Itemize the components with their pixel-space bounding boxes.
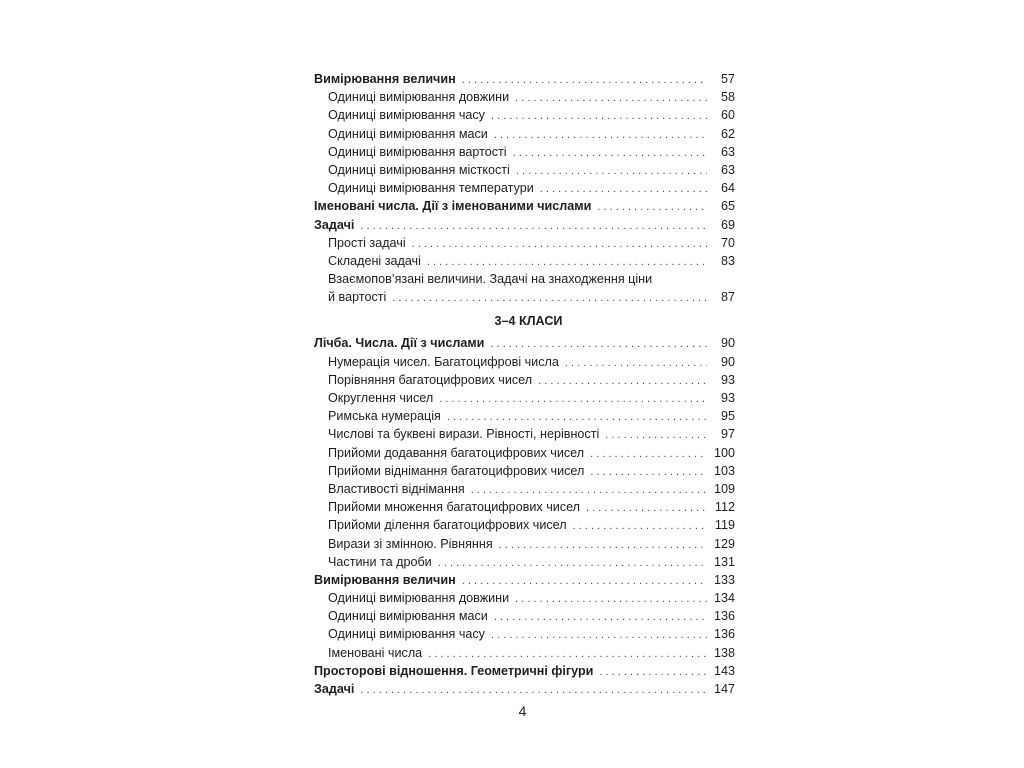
toc-entry[interactable] — [314, 371, 735, 389]
leader-dots — [516, 162, 707, 180]
leader-dots — [491, 626, 707, 644]
page-number: 4 — [518, 703, 527, 719]
toc-entry-page: 63 — [720, 162, 735, 177]
toc-entry-title: Числові та буквені вирази. Рівності, нерівності — [328, 427, 600, 442]
toc-entry-page: 109 — [713, 481, 735, 496]
toc-entry[interactable] — [314, 607, 735, 625]
leader-dots — [590, 445, 707, 463]
leader-dots — [515, 89, 707, 107]
leader-dots — [447, 408, 707, 426]
toc-entry-wrapped-line1 — [314, 270, 735, 288]
toc-entry-title: Іменовані числа. Дії з іменованими числами — [314, 199, 592, 214]
toc-entry[interactable] — [314, 143, 735, 161]
leader-dots — [565, 354, 707, 372]
toc-entry-page: 143 — [713, 663, 735, 678]
toc-entry-title: Властивості віднімання — [328, 481, 465, 496]
leader-dots — [586, 499, 707, 517]
toc-entry-title: Римська нумерація — [328, 409, 441, 424]
toc-entry-page: 90 — [720, 336, 735, 351]
toc-entry[interactable] — [314, 571, 735, 589]
toc-entry[interactable] — [314, 680, 735, 698]
leader-dots — [462, 71, 707, 89]
toc-entry-title: Одиниці вимірювання часу — [328, 108, 485, 123]
toc-entry[interactable] — [314, 425, 735, 443]
toc-entry-title: Прийоми ділення багатоцифрових чисел — [328, 518, 567, 533]
toc-entry-title: Взаємопов’язані величини. Задачі на знаходження ціни — [328, 272, 653, 287]
leader-dots — [494, 126, 707, 144]
toc-entry-page: 131 — [713, 554, 735, 569]
toc-entry[interactable] — [314, 407, 735, 425]
toc-entry-page: 62 — [720, 126, 735, 141]
leader-dots — [490, 335, 707, 353]
section-heading: 3–4 КЛАСИ — [494, 314, 563, 329]
toc-entry-title: Лічба. Числа. Дії з числами — [314, 336, 485, 351]
toc-entry-page: 83 — [720, 253, 735, 268]
toc-entry-page: 134 — [713, 591, 735, 606]
toc-entry[interactable] — [314, 334, 735, 352]
leader-dots — [590, 463, 707, 481]
toc-entry-page: 95 — [720, 409, 735, 424]
toc-entry[interactable] — [314, 252, 735, 270]
toc-entry-wrapped-line2[interactable] — [314, 288, 735, 306]
toc-part-1 — [314, 70, 735, 270]
toc-entry-title: Прийоми віднімання багатоцифрових чисел — [328, 463, 585, 478]
toc-entry[interactable] — [314, 444, 735, 462]
toc-entry[interactable] — [314, 389, 735, 407]
toc-entry[interactable] — [314, 589, 735, 607]
toc-entry-page: 93 — [720, 391, 735, 405]
toc-entry-page: 65 — [720, 199, 735, 214]
toc-entry-title: Іменовані числа — [328, 645, 423, 660]
toc-entry-title: Одиниці вимірювання маси — [328, 126, 488, 141]
toc-entry[interactable] — [314, 88, 735, 106]
toc-entry-title: Складені задачі — [328, 253, 421, 268]
toc-entry[interactable] — [314, 462, 735, 480]
toc-entry[interactable] — [314, 662, 735, 680]
leader-dots — [427, 253, 707, 271]
toc-entry-page: 58 — [720, 90, 735, 105]
leader-dots — [491, 107, 707, 125]
toc-entry-title: Вимірювання величин — [314, 572, 456, 587]
leader-dots — [538, 372, 707, 390]
toc-entry-page: 60 — [720, 108, 735, 123]
toc-entry-page: 87 — [720, 290, 735, 305]
toc-entry-page: 147 — [713, 682, 735, 696]
toc-entry-page: 133 — [713, 572, 735, 587]
toc-entry[interactable] — [314, 197, 735, 215]
toc-entry[interactable] — [314, 70, 735, 88]
toc-entry-page: 103 — [713, 463, 735, 478]
leader-dots — [412, 235, 707, 253]
leader-dots — [513, 144, 707, 162]
toc-entry-title: Вимірювання величин — [314, 72, 456, 86]
table-of-contents — [314, 70, 735, 698]
toc-entry-title: Одиниці вимірювання температури — [328, 181, 534, 196]
toc-entry-title: Нумерація чисел. Багатоцифрові числа — [328, 354, 559, 369]
toc-entry-title: Одиниці вимірювання місткості — [328, 162, 510, 177]
toc-entry-page: 136 — [713, 609, 735, 624]
toc-entry-page: 70 — [720, 235, 735, 250]
toc-entry-page: 93 — [720, 372, 735, 387]
toc-entry-page: 138 — [713, 645, 735, 660]
toc-entry[interactable] — [314, 480, 735, 498]
toc-entry[interactable] — [314, 553, 735, 571]
toc-entry[interactable] — [314, 498, 735, 516]
toc-entry[interactable] — [314, 516, 735, 534]
toc-entry-title: Задачі — [314, 682, 355, 696]
toc-entry-title: Просторові відношення. Геометричні фігури — [314, 663, 594, 678]
leader-dots — [515, 590, 707, 608]
toc-entry-title: Одиниці вимірювання часу — [328, 627, 485, 642]
leader-dots — [392, 289, 707, 307]
toc-entry[interactable] — [314, 216, 735, 234]
toc-entry[interactable] — [314, 106, 735, 124]
toc-entry-page: 129 — [713, 536, 735, 551]
toc-entry[interactable] — [314, 125, 735, 143]
toc-entry-title: Округлення чисел — [328, 391, 434, 405]
toc-entry[interactable] — [314, 644, 735, 662]
toc-entry-page: 136 — [713, 627, 735, 642]
toc-part-2 — [314, 334, 735, 698]
toc-entry-page: 63 — [720, 144, 735, 159]
toc-entry-page: 112 — [714, 500, 735, 515]
toc-entry[interactable] — [314, 161, 735, 179]
leader-dots — [499, 536, 707, 554]
toc-entry-page: 119 — [714, 518, 735, 533]
toc-entry-title: Частини та дроби — [328, 554, 432, 569]
toc-entry-page: 90 — [720, 354, 735, 369]
toc-entry-title: Одиниці вимірювання довжини — [328, 591, 510, 606]
leader-dots — [540, 180, 707, 198]
toc-entry[interactable] — [314, 535, 735, 553]
toc-entry-title: Порівняння багатоцифрових чисел — [328, 372, 533, 387]
toc-entry[interactable] — [314, 179, 735, 197]
toc-entry-title: Прості задачі — [328, 235, 406, 250]
leader-dots — [428, 645, 707, 663]
toc-entry-title: Одиниці вимірювання маси — [328, 609, 488, 624]
toc-entry-page: 69 — [720, 217, 735, 232]
toc-entry[interactable] — [314, 625, 735, 643]
toc-entry[interactable] — [314, 353, 735, 371]
leader-dots — [438, 554, 707, 572]
leader-dots — [360, 217, 707, 235]
toc-entry-page: 57 — [720, 72, 735, 86]
leader-dots — [360, 681, 707, 699]
leader-dots — [605, 426, 707, 444]
document-page — [290, 50, 755, 740]
toc-entry-title: Одиниці вимірювання довжини — [328, 90, 510, 105]
leader-dots — [471, 481, 707, 499]
toc-entry-title: Задачі — [314, 217, 355, 232]
toc-entry-title: Прийоми додавання багатоцифрових чисел — [328, 445, 585, 460]
toc-entry-title: Вирази зі змінною. Рівняння — [328, 536, 493, 551]
toc-entry-page: 97 — [720, 427, 735, 442]
leader-dots — [597, 198, 707, 216]
leader-dots — [494, 608, 707, 626]
leader-dots — [439, 390, 707, 408]
leader-dots — [462, 572, 707, 590]
toc-entry-title: Прийоми множення багатоцифрових чисел — [328, 500, 581, 515]
toc-entry-page: 64 — [720, 181, 735, 196]
toc-entry-title: Одиниці вимірювання вартості — [328, 144, 507, 159]
toc-entry[interactable] — [314, 234, 735, 252]
leader-dots — [573, 517, 707, 535]
toc-entry-title: й вартості — [328, 290, 387, 305]
toc-entry-page: 100 — [713, 445, 735, 460]
leader-dots — [599, 663, 707, 681]
